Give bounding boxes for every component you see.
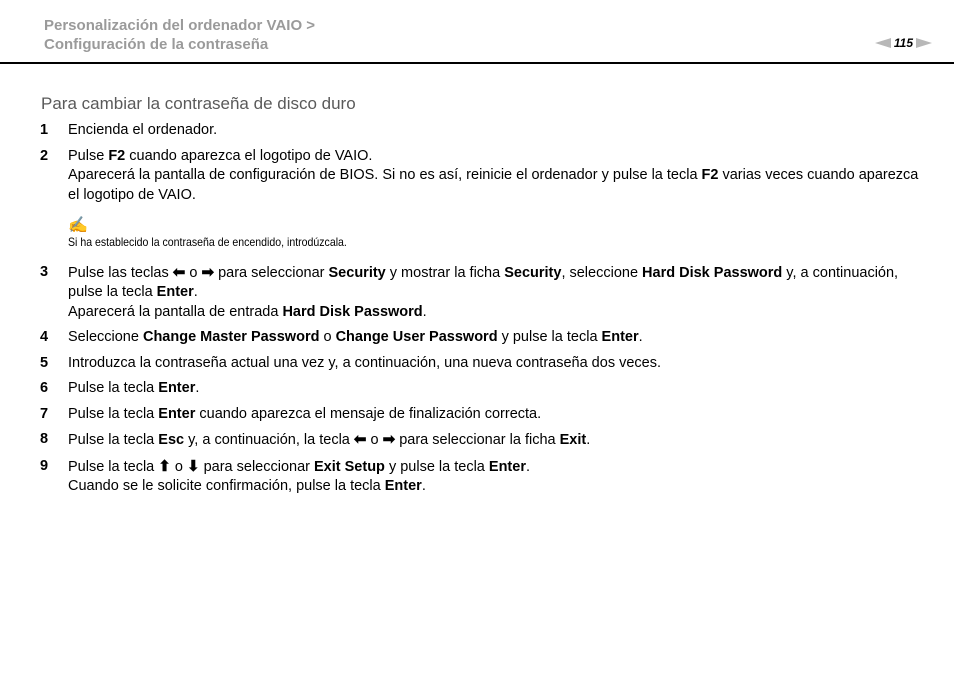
step-text: . bbox=[525, 458, 531, 475]
step-5 bbox=[40, 354, 920, 374]
step-text: para seleccionar bbox=[214, 264, 329, 281]
step-text: para seleccionar bbox=[199, 458, 315, 475]
menu-name: Security bbox=[328, 264, 386, 281]
step-text: o bbox=[170, 458, 187, 475]
step-text: Pulse la tecla bbox=[68, 458, 159, 475]
arrow-up-key-icon: ⬆ bbox=[158, 457, 171, 475]
pen-note-icon: ✍ bbox=[68, 217, 88, 234]
step-text: . bbox=[422, 303, 427, 320]
page-number: 115 bbox=[893, 36, 913, 50]
arrow-right-key-icon: ➡ bbox=[382, 431, 396, 448]
arrow-left-key-icon: ⬅ bbox=[172, 263, 186, 281]
header-line-2: Configuración de la contraseña bbox=[44, 36, 269, 53]
key-name: Enter bbox=[601, 329, 639, 345]
key-name: Enter bbox=[156, 284, 194, 300]
menu-name: Exit bbox=[559, 432, 587, 448]
step-text: Cuando se le solicite confirmación, pulse la tecla bbox=[68, 478, 385, 494]
step-text: y pulse la tecla bbox=[384, 458, 489, 475]
key-name: Enter bbox=[158, 380, 196, 396]
step-7 bbox=[40, 405, 920, 425]
step-text: Aparecerá la pantalla de configuración de BIOS. Si no es así, reinicie el ordenador y pulse la tecla bbox=[68, 167, 702, 183]
key-name: Enter bbox=[158, 405, 196, 422]
step-text: o bbox=[319, 329, 336, 345]
step-9 bbox=[40, 457, 920, 497]
step-text: y, a continuación, pulse la tecla bbox=[68, 264, 899, 300]
step-text: Pulse la tecla bbox=[68, 380, 159, 396]
step-6 bbox=[40, 379, 920, 399]
step-text: . bbox=[421, 478, 426, 494]
step-number: 1 bbox=[40, 122, 49, 138]
step-text: Seleccione bbox=[68, 329, 143, 345]
step-4 bbox=[40, 328, 920, 348]
step-text: Aparecerá la pantalla de entrada bbox=[68, 303, 283, 320]
step-text: o bbox=[185, 264, 202, 281]
step-number: 7 bbox=[40, 405, 49, 422]
steps-list bbox=[40, 121, 920, 503]
menu-name: Change User Password bbox=[335, 329, 498, 345]
arrow-right-icon[interactable] bbox=[916, 38, 932, 48]
header-line-1: Personalización del ordenador VAIO > bbox=[44, 17, 316, 34]
step-text: cuando aparezca el logotipo de VAIO. bbox=[125, 147, 373, 164]
step-number: 5 bbox=[40, 354, 49, 371]
step-number: 8 bbox=[40, 431, 49, 447]
step-number: 9 bbox=[40, 457, 49, 474]
step-text: o bbox=[366, 432, 383, 448]
step-number: 4 bbox=[40, 329, 49, 345]
step-text: varias veces cuando aparezca el logotipo de VAIO. bbox=[68, 167, 919, 203]
menu-name: Security bbox=[504, 264, 562, 281]
key-name: F2 bbox=[701, 167, 719, 183]
arrow-left-icon[interactable] bbox=[875, 38, 891, 48]
key-name: Enter bbox=[488, 458, 526, 475]
menu-name: Exit Setup bbox=[314, 458, 385, 475]
step-number: 6 bbox=[40, 380, 49, 396]
note-text: Si ha establecido la contraseña de encendido, introdúzcala. bbox=[68, 235, 347, 249]
running-header bbox=[44, 16, 315, 54]
step-2 bbox=[40, 147, 920, 206]
note bbox=[68, 219, 920, 253]
step-text: . bbox=[195, 380, 200, 396]
step-3 bbox=[40, 263, 920, 323]
step-text: Pulse bbox=[68, 147, 109, 164]
step-8 bbox=[40, 430, 920, 451]
step-1 bbox=[40, 121, 920, 141]
step-text: y, a continuación, la tecla bbox=[184, 432, 354, 448]
key-name: Enter bbox=[384, 478, 422, 494]
step-text: Pulse la tecla bbox=[68, 432, 159, 448]
step-text: y pulse la tecla bbox=[497, 329, 602, 345]
step-text: . bbox=[193, 284, 198, 300]
menu-name: Change Master Password bbox=[142, 329, 320, 345]
key-name: Esc bbox=[158, 432, 185, 448]
step-text: Encienda el ordenador. bbox=[68, 122, 218, 138]
step-text: , seleccione bbox=[561, 264, 643, 281]
header-divider bbox=[0, 62, 954, 64]
step-text: Pulse la tecla bbox=[68, 405, 159, 422]
menu-name: Hard Disk Password bbox=[282, 303, 423, 320]
arrow-right-key-icon: ➡ bbox=[201, 263, 215, 281]
step-number: 2 bbox=[40, 147, 49, 164]
key-name: F2 bbox=[108, 147, 126, 164]
step-text: Pulse las teclas bbox=[68, 264, 173, 281]
section-title: Para cambiar la contraseña de disco duro bbox=[41, 94, 356, 113]
step-text: y mostrar la ficha bbox=[385, 264, 505, 281]
step-number: 3 bbox=[40, 263, 49, 280]
step-text: . bbox=[586, 432, 591, 448]
menu-name: Hard Disk Password bbox=[642, 264, 783, 281]
step-text: . bbox=[638, 329, 643, 345]
arrow-left-key-icon: ⬅ bbox=[353, 431, 367, 448]
step-text: cuando aparezca el mensaje de finalización correcta. bbox=[195, 405, 542, 422]
step-text: para seleccionar la ficha bbox=[395, 432, 560, 448]
arrow-down-key-icon: ⬇ bbox=[186, 457, 200, 475]
step-text: Introduzca la contraseña actual una vez y, a continuación, una nueva contraseña dos veces. bbox=[68, 354, 661, 371]
page-navigator bbox=[875, 36, 932, 50]
